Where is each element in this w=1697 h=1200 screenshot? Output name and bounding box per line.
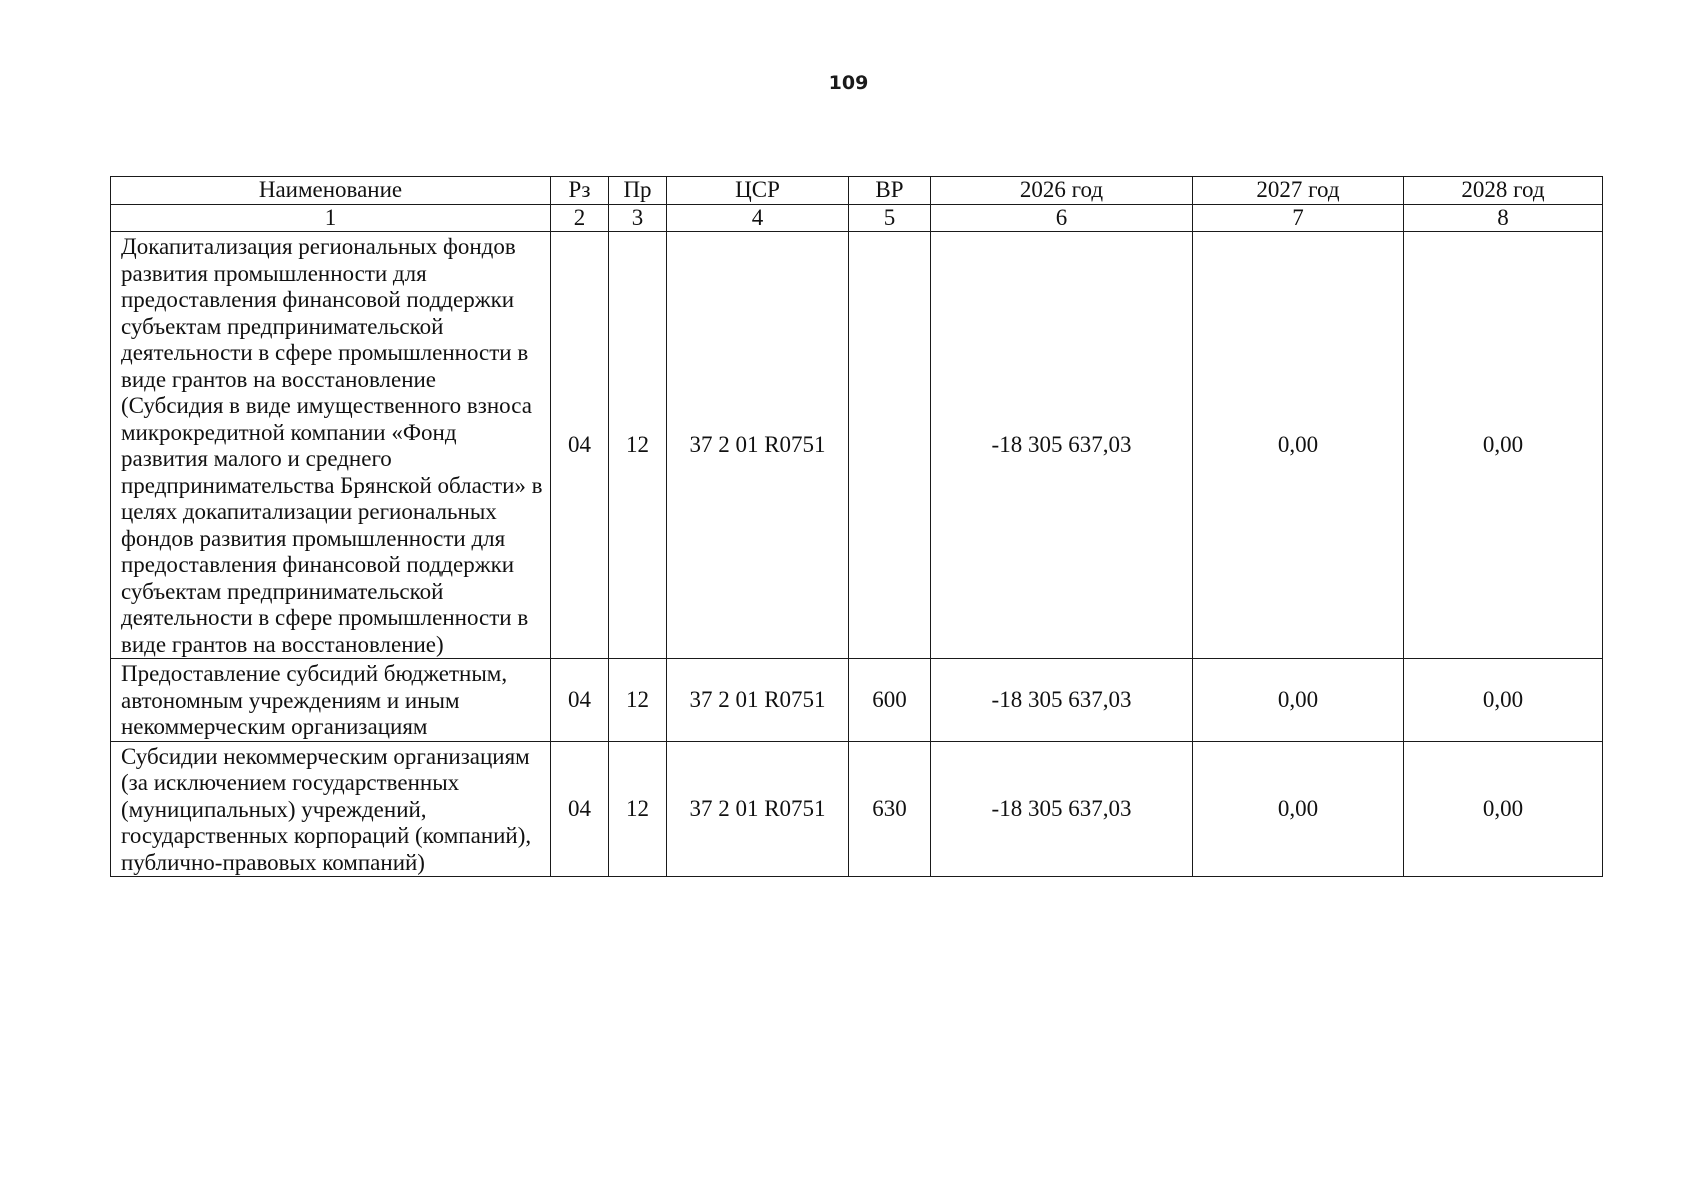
header-rz: Рз [551,177,609,205]
header-vr: ВР [849,177,931,205]
row-2026: -18 305 637,03 [931,741,1193,877]
header-row [111,177,1603,205]
row-name: Субсидии некоммерческим организациям (за исключением государственных (муниципальных) учреждений, государственных корпораций (компаний), публично-правовых компаний) [111,741,551,877]
header-pr: Пр [609,177,667,205]
row-rz: 04 [551,659,609,742]
row-rz: 04 [551,232,609,659]
column-number: 5 [849,204,931,232]
row-2026: -18 305 637,03 [931,659,1193,742]
row-vr: 600 [849,659,931,742]
header-2026: 2026 год [931,177,1193,205]
row-rz: 04 [551,741,609,877]
header-csr: ЦСР [667,177,849,205]
column-number-row [111,204,1603,232]
row-name: Докапитализация региональных фондов развития промышленности для предоставления финансовой поддержки субъектам предпринимательской деятельности в сфере промышленности в виде грантов на восстановление (Субсидия в виде имущественного взноса микрокредитной компании «Фонд развития малого и среднего предпринимательства Брянской области» в целях докапитализации региональных фондов развития промышленности для предоставления финансовой поддержки субъектам предпринимательской деятельности в сфере промышленности в виде грантов на восстановление) [111,232,551,659]
table-row [111,741,1603,877]
header-2027: 2027 год [1193,177,1404,205]
row-csr: 37 2 01 R0751 [667,659,849,742]
column-number: 8 [1404,204,1603,232]
column-number: 1 [111,204,551,232]
header-name: Наименование [111,177,551,205]
row-vr: 630 [849,741,931,877]
row-2027: 0,00 [1193,232,1404,659]
table-row [111,232,1603,659]
row-2028: 0,00 [1404,659,1603,742]
row-2027: 0,00 [1193,741,1404,877]
row-2028: 0,00 [1404,741,1603,877]
row-pr: 12 [609,741,667,877]
column-number: 7 [1193,204,1404,232]
row-csr: 37 2 01 R0751 [667,232,849,659]
column-number: 2 [551,204,609,232]
header-2028: 2028 год [1404,177,1603,205]
column-number: 3 [609,204,667,232]
page-number: 109 [828,72,869,94]
row-pr: 12 [609,659,667,742]
row-csr: 37 2 01 R0751 [667,741,849,877]
row-2026: -18 305 637,03 [931,232,1193,659]
table-row [111,659,1603,742]
row-pr: 12 [609,232,667,659]
row-vr [849,232,931,659]
column-number: 4 [667,204,849,232]
budget-table [110,176,1603,877]
row-name: Предоставление субсидий бюджетным, автономным учреждениям и иным некоммерческим организациям [111,659,551,742]
column-number: 6 [931,204,1193,232]
row-2028: 0,00 [1404,232,1603,659]
row-2027: 0,00 [1193,659,1404,742]
